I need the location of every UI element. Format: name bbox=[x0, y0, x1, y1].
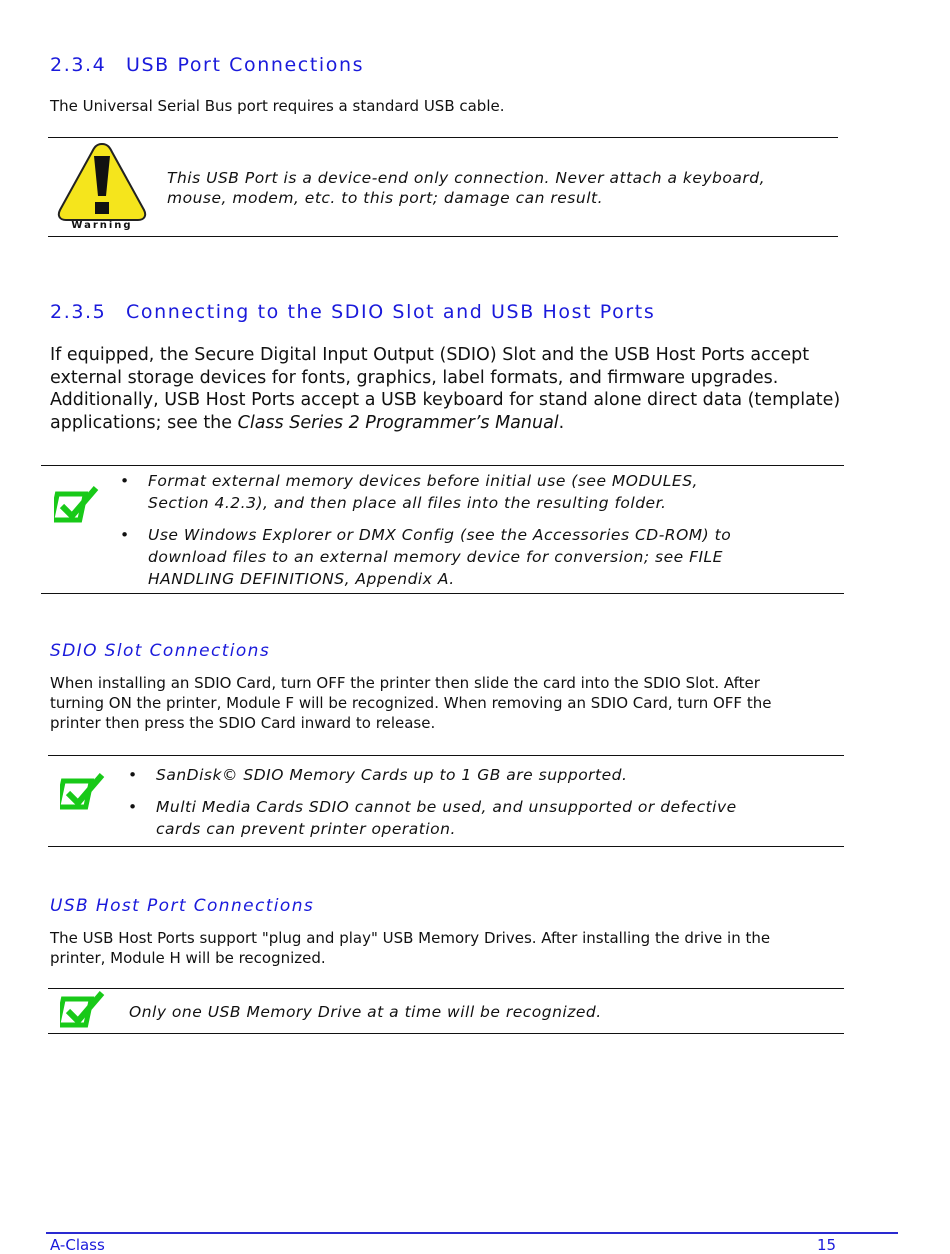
usb-host-note: Only one USB Memory Drive at a time will be recognized. bbox=[129, 1003, 602, 1021]
note-line: HANDLING DEFINITIONS, Appendix A. bbox=[148, 570, 455, 588]
warning-icon bbox=[56, 142, 148, 234]
divider bbox=[48, 755, 844, 756]
warning-label: Warning bbox=[71, 220, 133, 231]
divider bbox=[48, 236, 838, 237]
sdio-notes bbox=[128, 764, 838, 850]
paragraph-line: If equipped, the Secure Digital Input Output (SDIO) Slot and the USB Host Ports accept bbox=[50, 345, 810, 365]
note-line: Multi Media Cards SDIO cannot be used, and unsupported or defective bbox=[156, 798, 737, 816]
bullet: • bbox=[128, 798, 138, 816]
usb-port-intro: The Universal Serial Bus port requires a standard USB cable. bbox=[50, 97, 505, 115]
page-number: 15 bbox=[817, 1236, 837, 1254]
note-line: cards can prevent printer operation. bbox=[156, 820, 456, 838]
sdio-heading: SDIO Slot Connections bbox=[50, 641, 271, 661]
checkmark-icon bbox=[54, 486, 100, 526]
text: applications; see the bbox=[50, 412, 238, 433]
list-item bbox=[120, 470, 830, 514]
paragraph-line: Additionally, USB Host Ports accept a USB keyboard for stand alone direct data (template) bbox=[50, 390, 841, 410]
note-line: Format external memory devices before initial use (see MODULES, bbox=[148, 472, 698, 490]
paragraph-line: When installing an SDIO Card, turn OFF the printer then slide the card into the SDIO Slot. After bbox=[50, 674, 760, 692]
paragraph-line bbox=[50, 412, 930, 435]
section-number: 2.3.4 bbox=[50, 54, 107, 76]
note-line: Use Windows Explorer or DMX Config (see the Accessories CD-ROM) to bbox=[148, 526, 732, 544]
manual-title: Class Series 2 Programmer’s Manual bbox=[237, 412, 559, 433]
note-line: download files to an external memory device for conversion; see FILE bbox=[148, 548, 723, 566]
usb-host-heading: USB Host Port Connections bbox=[50, 896, 315, 916]
text: . bbox=[558, 412, 565, 433]
bullet: • bbox=[120, 472, 130, 490]
bullet: • bbox=[120, 526, 130, 544]
memory-notes bbox=[120, 470, 830, 600]
note-line: SanDisk© SDIO Memory Cards up to 1 GB are supported. bbox=[156, 766, 628, 784]
usb-host-paragraph bbox=[50, 928, 930, 968]
divider bbox=[48, 137, 838, 138]
bullet: • bbox=[128, 766, 138, 784]
warning-note bbox=[167, 168, 765, 208]
checkmark-icon bbox=[60, 773, 106, 813]
checkmark-icon bbox=[60, 991, 106, 1031]
divider bbox=[48, 988, 844, 989]
section-number: 2.3.5 bbox=[50, 301, 107, 323]
paragraph-line: The USB Host Ports support "plug and play" USB Memory Drives. After installing the drive in the bbox=[50, 929, 771, 947]
paragraph-line: printer, Module H will be recognized. bbox=[50, 949, 326, 967]
list-item bbox=[128, 764, 838, 786]
sdio-usb-intro bbox=[50, 344, 930, 434]
section-heading-2-3-5 bbox=[50, 301, 655, 323]
divider bbox=[48, 846, 844, 847]
warning-text-line: mouse, modem, etc. to this port; damage can result. bbox=[167, 189, 604, 207]
section-title: USB Port Connections bbox=[126, 54, 365, 76]
section-heading-2-3-4 bbox=[50, 54, 364, 76]
warning-text-line: This USB Port is a device-end only connection. Never attach a keyboard, bbox=[167, 169, 766, 187]
paragraph-line: turning ON the printer, Module F will be recognized. When removing an SDIO Card, turn OFF the bbox=[50, 694, 772, 712]
divider bbox=[41, 465, 844, 466]
paragraph-line: printer then press the SDIO Card inward to release. bbox=[50, 714, 436, 732]
sdio-paragraph bbox=[50, 673, 930, 733]
footer-rule bbox=[46, 1232, 898, 1234]
list-item bbox=[120, 524, 830, 590]
footer-product: A-Class bbox=[50, 1236, 105, 1254]
divider bbox=[48, 1033, 844, 1034]
list-item bbox=[128, 796, 838, 840]
note-line: Section 4.2.3), and then place all files into the resulting folder. bbox=[148, 494, 667, 512]
paragraph-line: external storage devices for fonts, graphics, label formats, and firmware upgrades. bbox=[50, 367, 779, 388]
section-title: Connecting to the SDIO Slot and USB Host Ports bbox=[126, 301, 656, 323]
divider bbox=[41, 593, 844, 594]
